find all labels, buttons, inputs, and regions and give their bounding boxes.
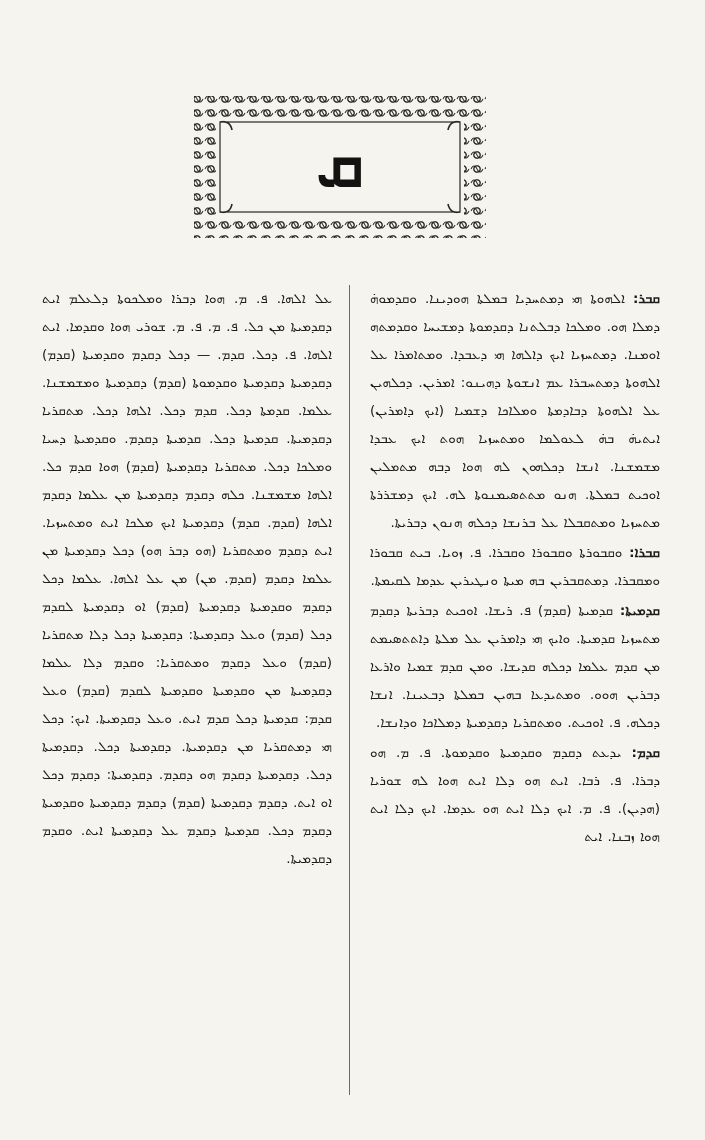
section-initial-letter: ܩ <box>316 127 364 202</box>
entry-text: ܩܕܡܝܬܐ (ܩܕܡ) ܦ. ܪܝܫܐ. ܐܘܟܝܬ ܕܒܪܝܬܐ ܕܩܕܡ ܡܬܚܙܝܐ ܩܕܡܝܬܐ. ܘܐܝܟ ܗܝ ܕܐܡܪܝܢ ܥܠ ܡܠܬܐ ܕܐܬܬܣܝܡܬ ܡܢ ܩܕܡ ܥܠܡܐ ܕܟܠܗ ܩܕܝܫܐ. ܘܡܢ ܩܕܡ ܫܡܝܐ ܘܐܪܥܐ ܕܒܪܝܢ ܗܘܘ. ܘܡܬܝܕܥܐ ܒܗܝܢ ܒܡܠܬܐ ܕܒܥܝܢܐ. ܐܢܫܐ ܕܟܠܗ. ܦ. ܐܘܟܝܬ. ܘܡܬܩܪܝܐ ܕܩܕܡܝܬܐ ܕܡܠܐܟܐ ܘܕܐܢܫܐ. <box>370 603 660 731</box>
entry-paragraph <box>42 285 332 873</box>
entry-headword: ܩܕܡ: <box>631 745 660 761</box>
entry-text: ܥܠ ܐܠܗܐ. ܦ. ܡ. ܗܘܐ ܕܒܪܐ ܘܡܠܟܘܬܐ ܕܠܥܠܡ ܐܝܬ ܕܩܕܡܝܬܐ ܡܢ ܟܠ. ܦ. ܡ. ܦ. ܡ. ܫܘܪܝ ܗܘܐ ܘܩܕܡܐ. ܐܝܬ ܐܠܗܐ. ܦ. ܕܟܠ. ܩܕܡ. — ܕܟܠ ܕܩܕܡ ܘܩܕܡܝܬܐ (ܩܕܡ) ܕܩܕܡܝܬܐ ܕܩܕܡܝܬܐ ܘܩܕܡܘܬܐ (ܩܕܡ) ܕܩܕܡܝܬܐ ܘܡܫܡܫܢܐ. ܥܠܡܐ. ܩܕܡܬܐ ܕܟܠ. ܩܕܡ ܕܟܠ. ܐܠܗܐ ܕܟܠ. ܡܬܩܪܝܐ ܕܩܕܡܝܬܐ. ܩܕܡܝܬܐ ܕܟܠ. ܩܕܡܝܬܐ ܕܩܕܡ. ܘܩܕܡܝܬܐ ܕܚܝܐ ܘܡܠܟܐ ܕܟܠ. ܡܬܩܪܝܐ ܕܩܕܡܝܬܐ (ܩܕܡ) ܗܘܐ ܩܕܡ ܟܠ. ܐܠܗܐ ܡܫܡܫܢܐ. ܟܠܗ ܕܩܕܡ ܕܩܕܡܝܬܐ ܡܢ ܥܠܡܐ ܕܩܕܡ ܐܠܗܐ (ܩܕܡ. ܩܕܡ) ܕܩܕܡܝܬܐ ܐܝܟ ܡܠܟܐ ܐܝܬ ܘܡܬܚܙܝܐ. ܐܝܬ ܕܩܕܡ ܘܡܬܩܪܝܐ (ܗܘ ܕܒܪ ܗܘ) ܕܟܠ ܕܩܕܡܝܬܐ ܡܢ ܥܠܡܐ ܕܩܕܡ (ܩܕܡ. ܡܢ) ܡܢ ܥܠ ܐܠܗܐ. ܥܠܡܐ ܕܟܠ ܕܩܕܡ ܘܩܕܡܝܬܐ ܕܩܕܡܝܬܐ (ܩܕܡ) ܐܘ ܕܩܕܡܝܬܐ ܠܩܕܡ ܕܟܠ (ܩܕܡ) ܘܥܠ ܕܩܕܡܝܬܐ: ܕܩܕܡܝܬܐ ܕܟܠ ܕܠܐ ܡܬܩܪܝܐ (ܩܕܡ) ܘܥܠ ܕܩܕܡ ܘܡܬܩܪܝܐ: ܘܩܕܡ ܕܠܐ ܥܠܡܐ ܕܩܕܡܝܬܐ ܡܢ ܘܩܕܡܝܬܐ ܘܩܕܡܝܬܐ ܠܩܕܡ (ܩܕܡ) ܘܥܠ ܩܕܡ: ܩܕܡܝܬܐ ܕܟܠ ܩܕܡ ܐܝܬ. ܘܥܠ ܕܩܕܡܝܬܐ. ܐܝܟ: ܕܟܠ ܗܝ ܕܡܬܩܪܝܐ ܡܢ ܕܩܕܡܝܬܐ. ܕܩܕܡܝܬܐ ܕܟܠ. ܕܩܕܡܝܬܐ ܕܟܠ. ܕܩܕܡܝܬܐ ܕܩܕܡ ܗܘ ܕܩܕܡ. ܕܩܕܡܝܬܐ: ܕܩܕܡ ܕܟܠ ܐܘ ܐܝܬ. ܕܩܕܡ ܕܩܕܡܝܬܐ (ܩܕܡ) ܕܩܕܡ ܕܩܕܡܝܬܐ ܘܩܕܡܝܬܐ ܕܩܕܡ ܕܟܠ. ܩܕܡܝܬܐ ܕܩܕܡ ܥܠ ܕܩܕܡܝܬܐ ܐܝܬ. ܘܩܕܡ ܕܩܕܡܝܬܐ. <box>42 291 332 867</box>
entry-headword: ܩܒܪ: <box>632 291 660 307</box>
entry-paragraph <box>370 285 660 537</box>
entry-paragraph <box>370 597 660 737</box>
entry-text: ܝܕܥܬ ܕܩܕܡ ܘܩܕܡܝܬܐ ܘܩܕܡܘܬܐ. ܦ. ܡ. ܗܘ ܕܒܪܐ. ܦ. ܪܒܐ. ܐܝܬ ܗܘ ܕܠܐ ܐܝܬ ܗܘܐ ܠܗ ܫܘܪܝܐ (ܗܕܝܢ). ܦ. ܡ. ܐܝܟ ܕܠܐ ܐܝܬ ܗܘ ܥܕܡܐ. ܐܝܟ ܕܠܐ ܐܝܬ ܗܘܐ ܙܒܢܐ. ܐܝܬ <box>370 745 660 845</box>
ornamental-header <box>190 92 490 242</box>
column-divider <box>349 285 350 1095</box>
right-column <box>370 285 660 851</box>
entry-paragraph <box>370 539 660 595</box>
entry-text: ܘܩܒܘܪܬܐ ܘܩܒܘܪܐ ܘܩܒܪܐ. ܦ. ܙܘܝܐ. ܒܝܬ ܩܒܘܪܐ ܘܡܩܒܪܐ. ܕܡܬܩܒܪܝܢ ܒܗ ܡܝܬܐ ܘܢܛܝܪܝܢ ܥܕܡܐ ܠܩܝܡܬܐ. <box>370 545 660 589</box>
left-column <box>42 285 332 873</box>
entry-paragraph <box>370 739 660 851</box>
entry-headword: ܩܒܪܐ: <box>629 545 660 561</box>
entry-text: ܐܠܗܘܬܐ ܗܝ ܕܡܬܚܕܝܐ ܒܡܠܬܐ ܗܘܕܝܢܐ. ܘܩܕܡܘܗ̇ ܕܡܠܐ ܗܘ. ܘܡܠܟܐ ܕܒܠܬܢܐ ܕܩܕܡܘܬܐ ܕܡܫܝܚܐ ܘܩܕܡܬܗ ܐܘܡܢܐ. ܕܡܬܚܙܝܐ ܐܝܟ ܕܐܠܗܐ ܗܝ ܕܥܒܕܐ. ܘܡܬܐܡܪܐ ܥܠ ܐܠܗܘܬܐ ܕܡܬܚܒܪܐ ܥܡ ܐܢܫܘܬܐ ܕܗܝܢܘ: ܐܡܪܝܢ. ܕܟܠܗܝܢ ܥܠ ܐܠܗܘܬܐ ܕܒܐܕܡܬܐ ܘܡܠܐܟܐ ܕܫܡܝܐ (ܐܝܟ ܕܐܡܪܝܢ) ܐܝܬܝܗ̇ ܒܗ̇ ܠܥܘܠܡܐ ܘܡܬܚܙܝܐ ܗܘܬ ܐܝܟ ܥܒܕܐ ܡܫܡܫܢܐ. ܐܢܫܐ ܕܟܠܗܘܢ ܠܗ ܗܘܐ ܕܒܗ ܡܬܡܠܝܢ ܐܘܟܝܬ ܒܡܠܬܐ. ܗܢܘ ܡܬܬܣܝܡܢܘܬܐ ܠܗ. ܐܝܟ ܕܡܫܪܪܬܐ ܡܬܚܙܝܐ ܘܡܬܩܒܠܐ ܥܠ ܒܪܢܫܐ ܕܟܠܗ ܗܢܘܢ ܕܒܪܝܬܐ. <box>370 291 660 531</box>
entry-headword: ܩܕܡܝܬܐ: <box>619 603 660 619</box>
